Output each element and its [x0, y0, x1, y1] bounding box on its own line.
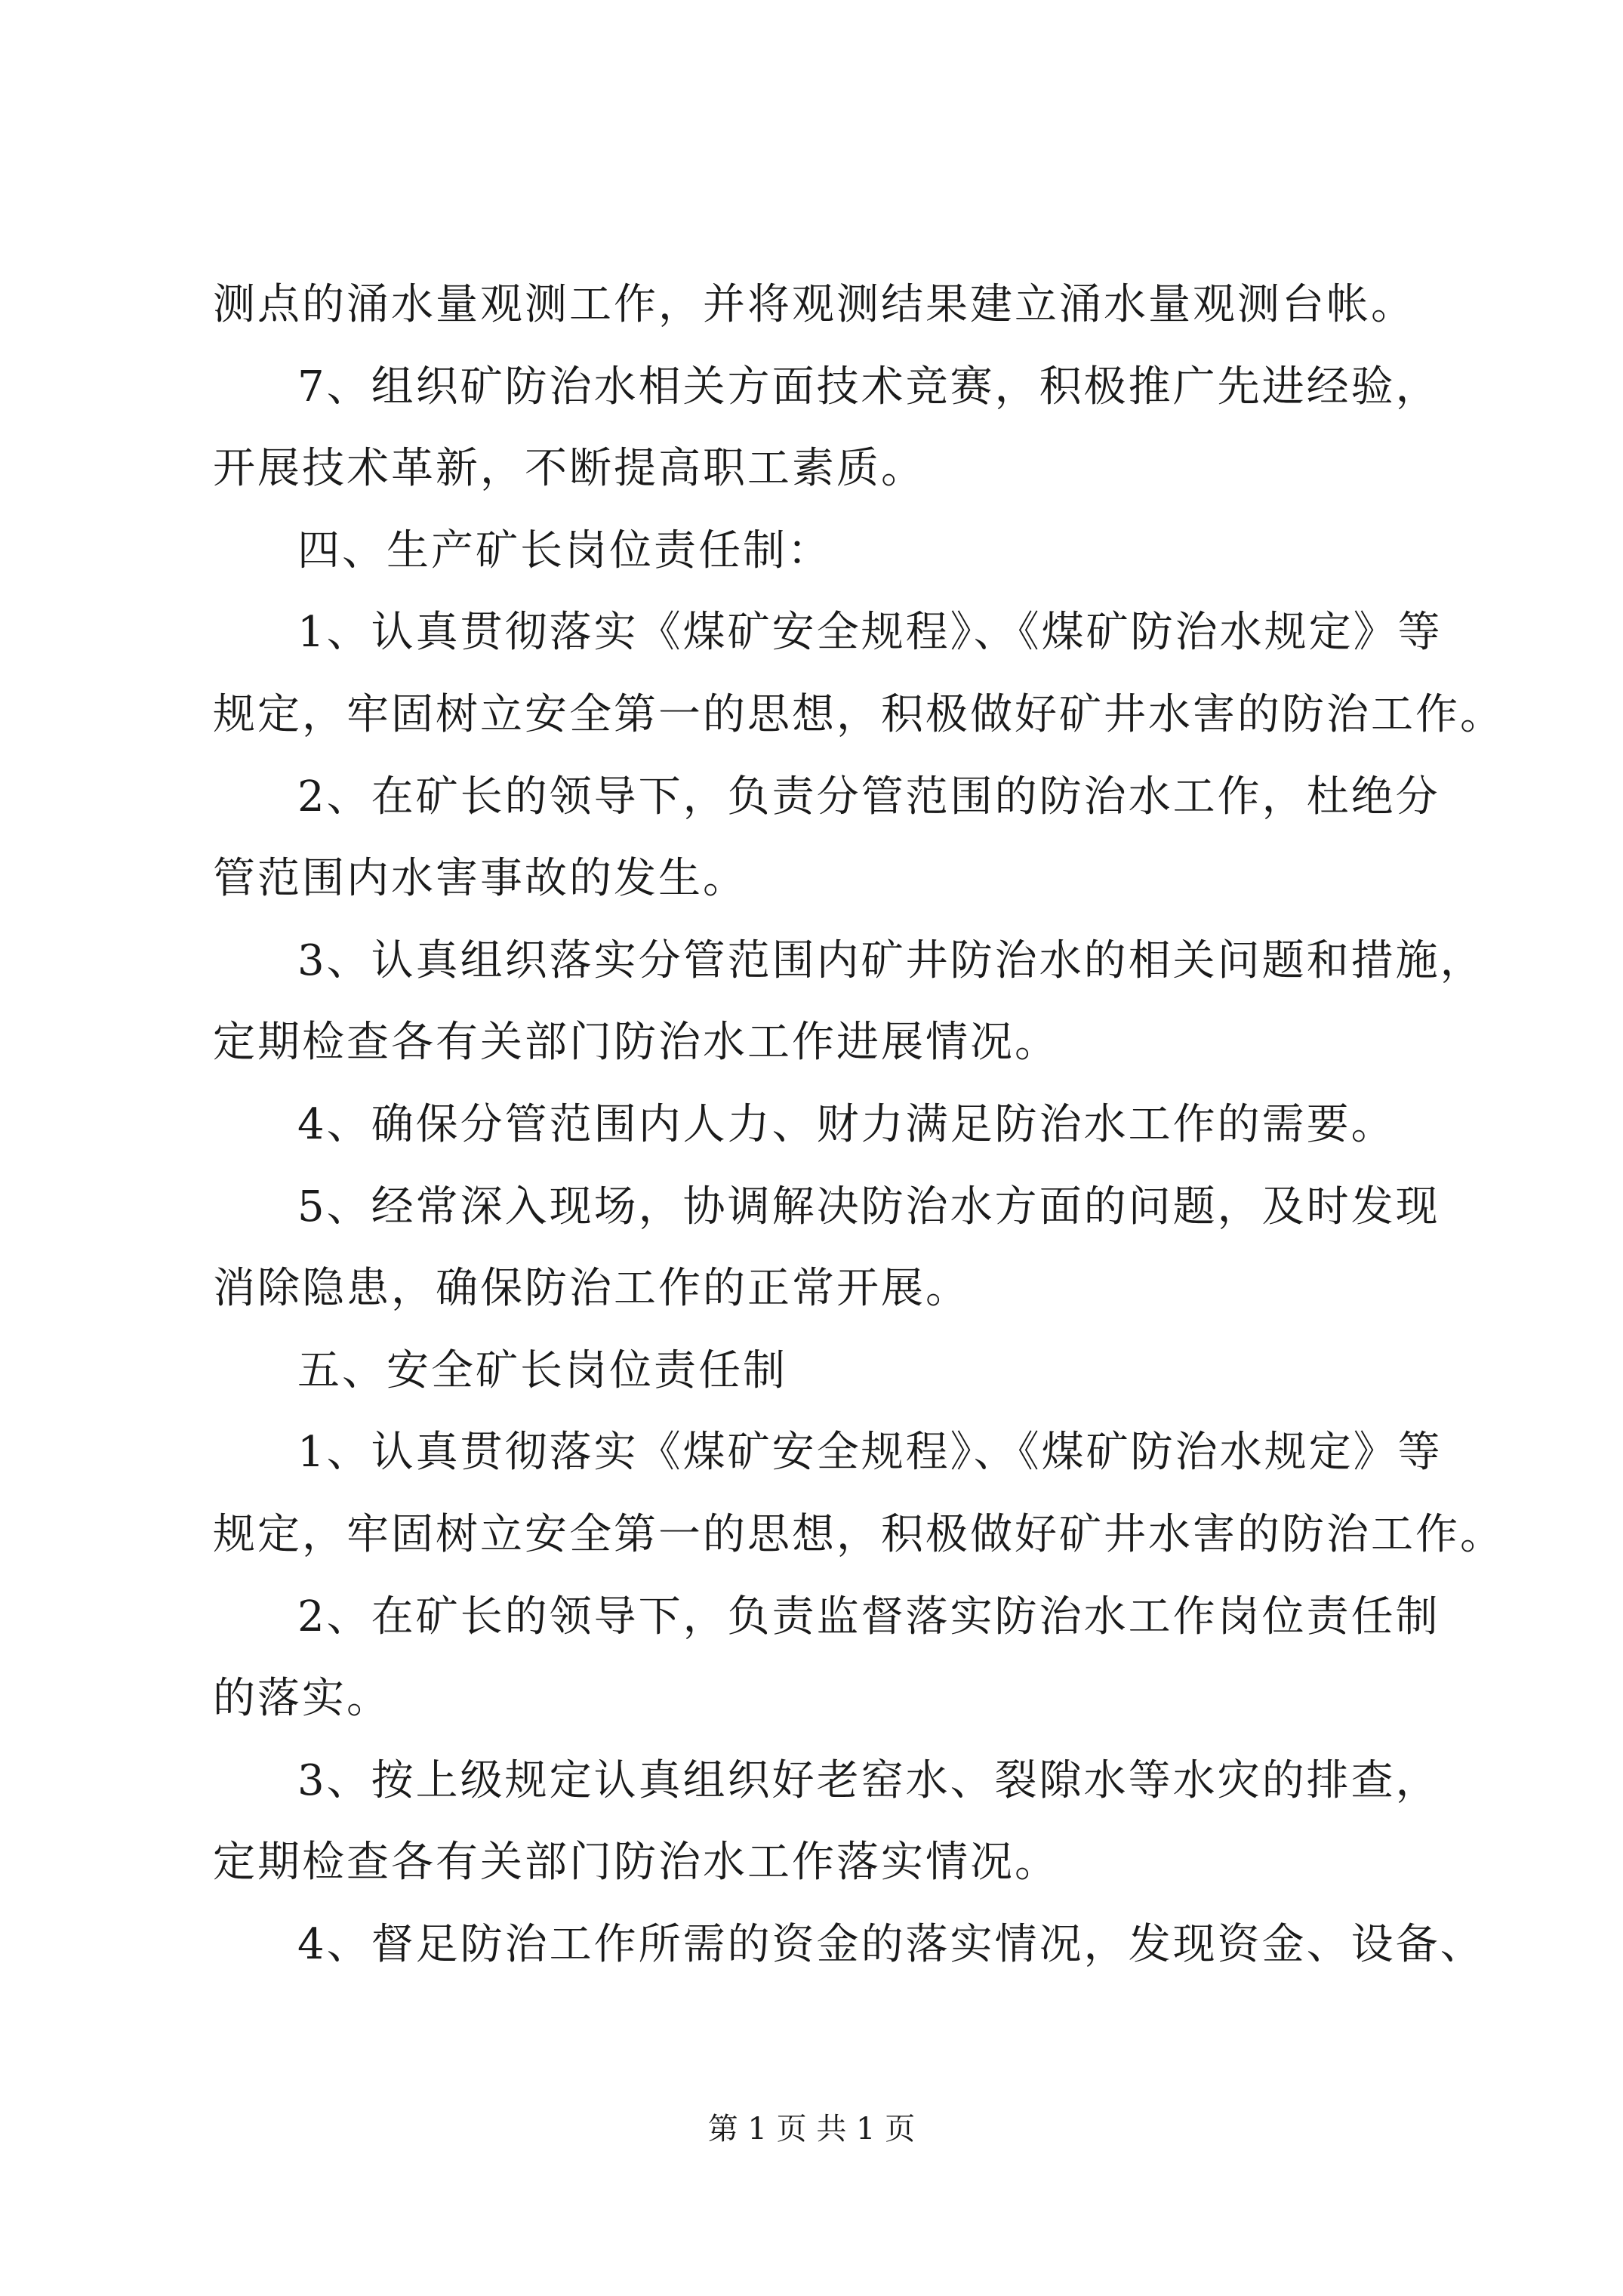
- text-line: 的落实。: [213, 1674, 391, 1724]
- text-line: 7、组织矿防治水相关方面技术竞赛，积极推广先进经验，: [297, 362, 1440, 411]
- text-line: 5、经常深入现场，协调解决防治水方面的问题，及时发现: [297, 1182, 1440, 1231]
- text-line: 定期检查各有关部门防治水工作进展情况。: [213, 1018, 1059, 1068]
- section-heading: 四、生产矿长岗位责任制：: [297, 525, 832, 575]
- text-line: 1、认真贯彻落实《煤矿安全规程》、《煤矿防治水规定》等: [297, 1428, 1443, 1478]
- text-line: 消除隐患，确保防治工作的正常开展。: [213, 1264, 970, 1314]
- text-line: 3、按上级规定认真组织好老窑水、裂隙水等水灾的排查，: [297, 1755, 1440, 1805]
- page-number-label: 第 1 页 共 1 页: [707, 2112, 916, 2147]
- text-line: 规定，牢固树立安全第一的思想，积极做好矿井水害的防治工作。: [213, 1509, 1504, 1559]
- text-line: 4、督足防治工作所需的资金的落实情况，发现资金、设备、: [297, 1919, 1485, 1969]
- text-line: 3、认真组织落实分管范围内矿井防治水的相关问题和措施，: [297, 935, 1485, 985]
- text-line: 2、在矿长的领导下，负责监督落实防治水工作岗位责任制: [297, 1592, 1440, 1641]
- text-line: 测点的涌水量观测工作，并将观测结果建立涌水量观测台帐。: [213, 280, 1415, 329]
- text-line: 定期检查各有关部门防治水工作落实情况。: [213, 1838, 1059, 1888]
- text-line: 管范围内水害事故的发生。: [213, 854, 747, 904]
- text-line: 4、确保分管范围内人力、财力满足防治水工作的需要。: [297, 1099, 1396, 1149]
- text-line: 规定，牢固树立安全第一的思想，积极做好矿井水害的防治工作。: [213, 689, 1504, 739]
- page-footer: [0, 2106, 1623, 2152]
- text-line: 2、在矿长的领导下，负责分管范围的防治水工作，杜绝分: [297, 772, 1440, 821]
- text-line: 1、认真贯彻落实《煤矿安全规程》、《煤矿防治水规定》等: [297, 608, 1443, 658]
- text-line: 开展技术革新，不断提高职工素质。: [213, 444, 925, 494]
- document-body: [213, 264, 1504, 1986]
- section-heading: 五、安全矿长岗位责任制: [297, 1345, 787, 1395]
